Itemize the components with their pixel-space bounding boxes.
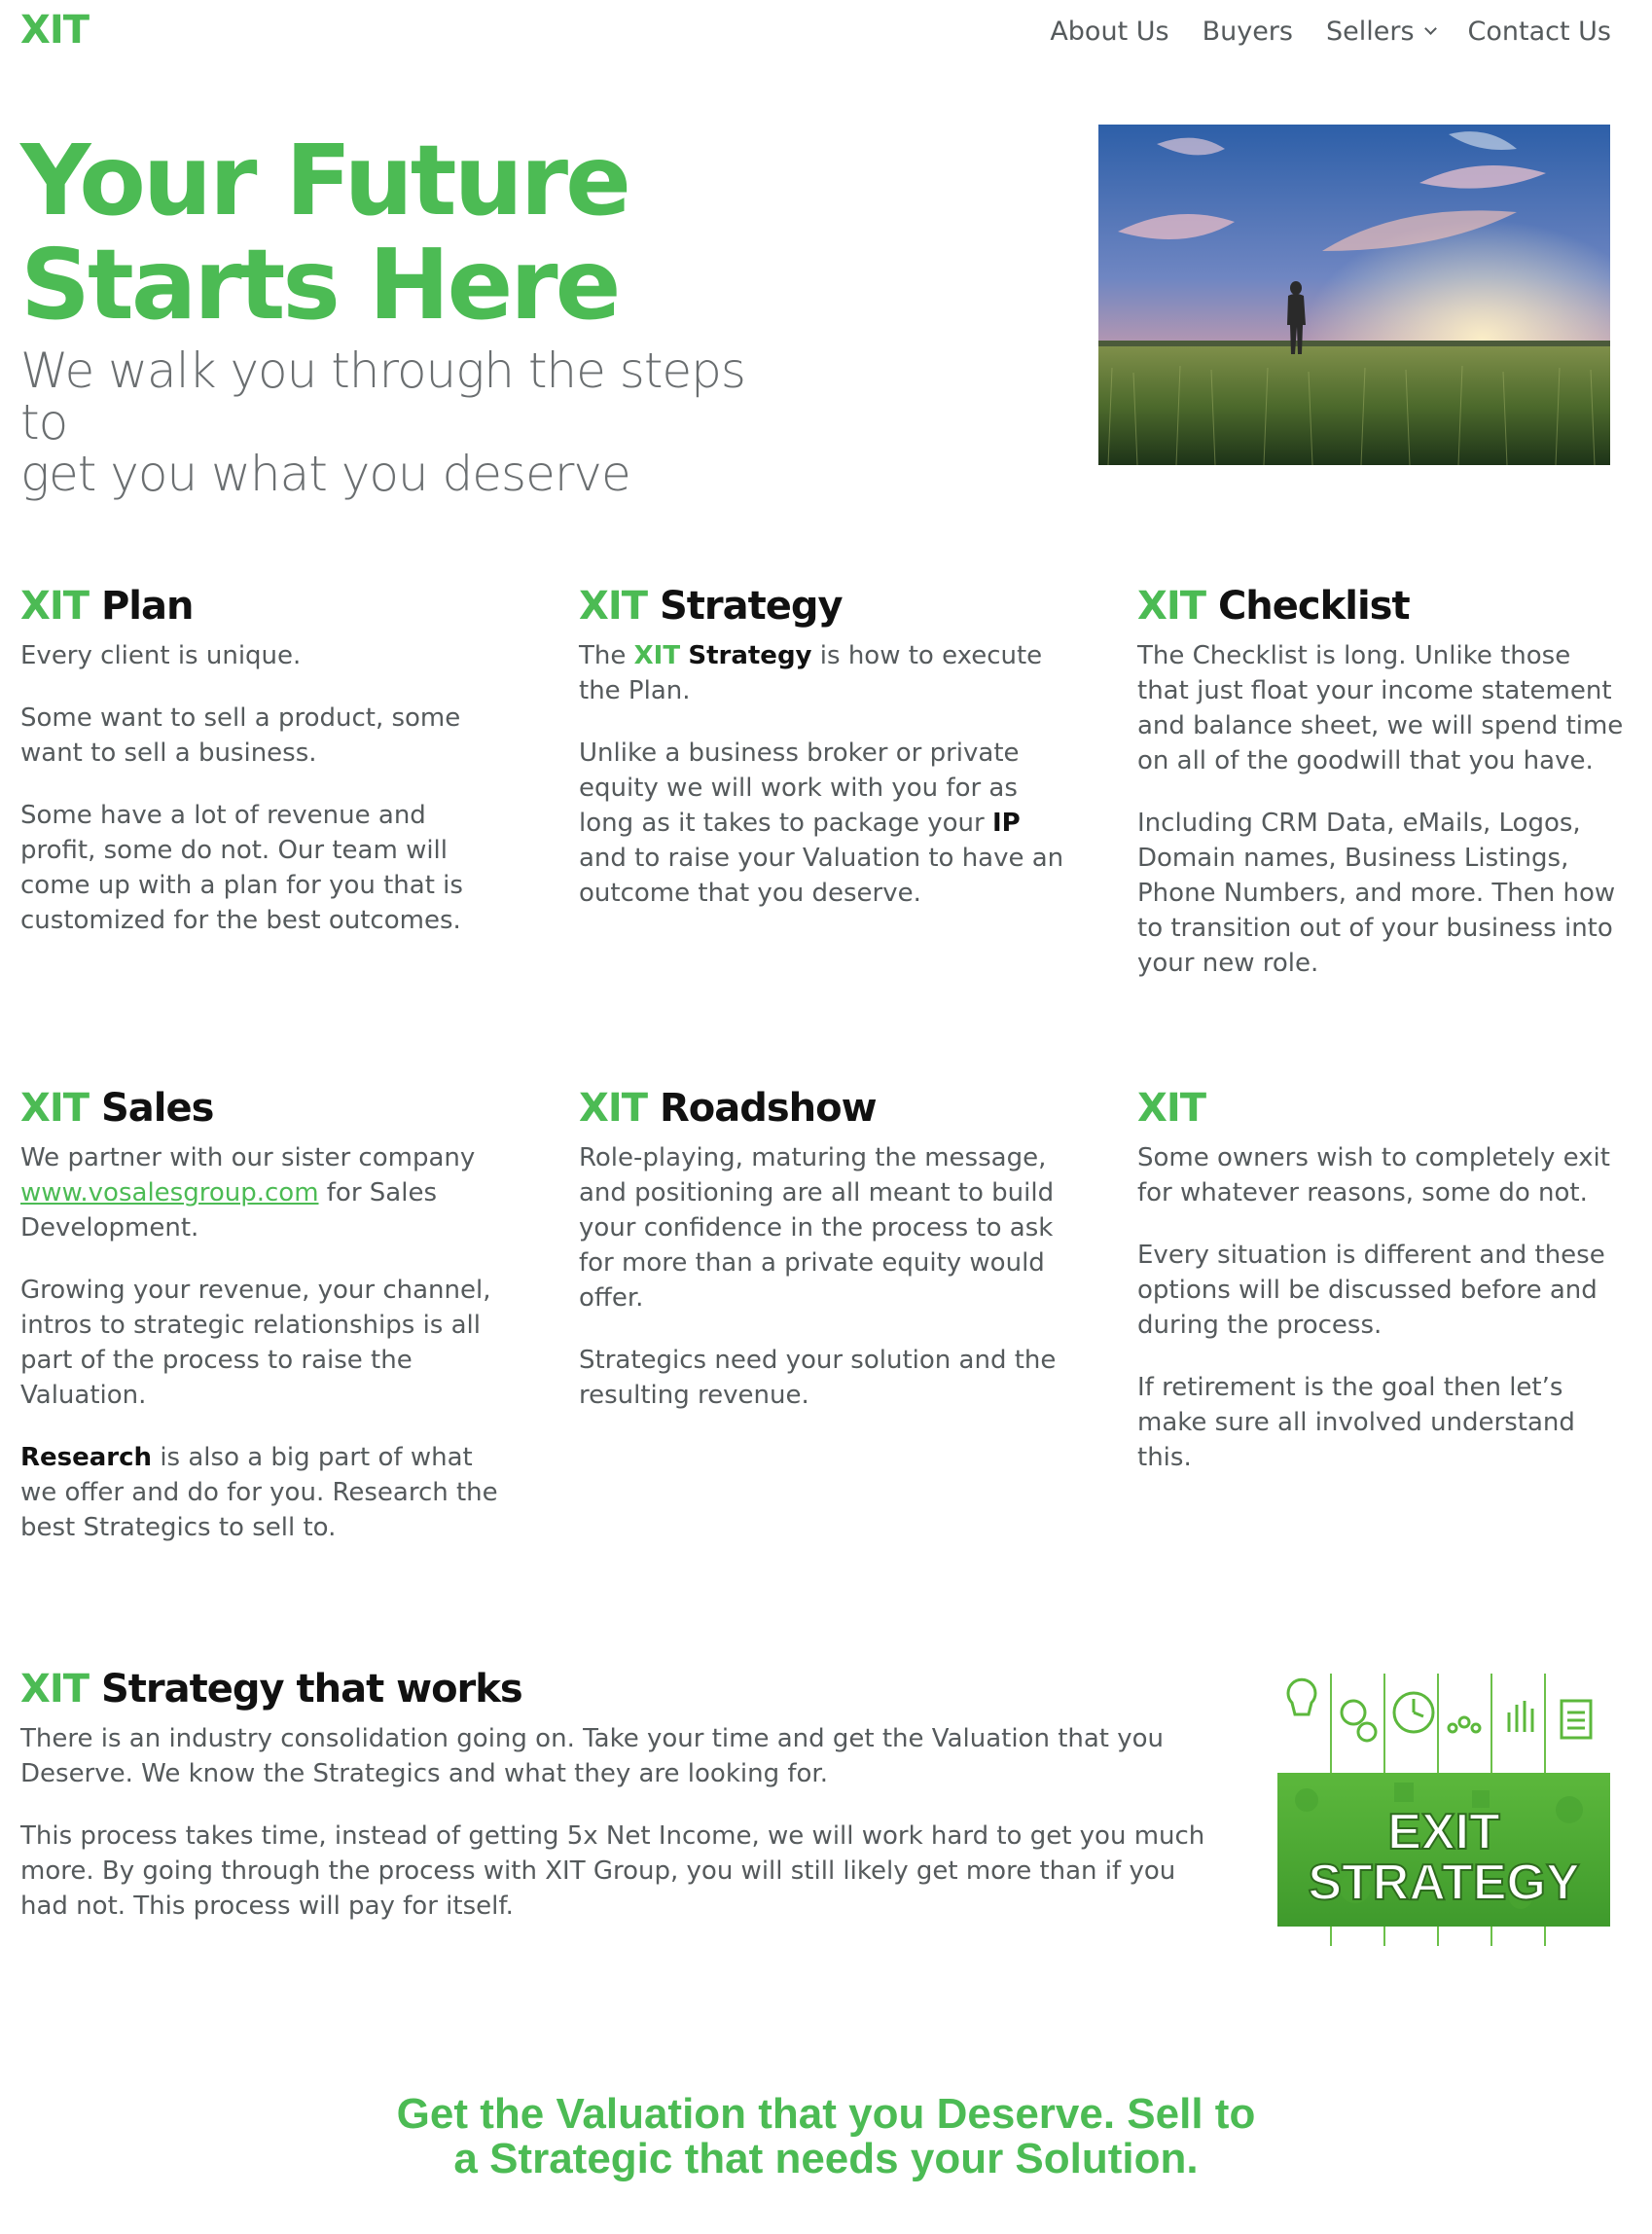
cta-banner xyxy=(0,2092,1652,2181)
cta-line1: Get the Valuation that you Deserve. Sell to xyxy=(396,2090,1256,2138)
brand-xit-inline: XIT xyxy=(633,641,681,670)
card-strategy-heading xyxy=(579,584,1065,629)
hero-title-line1: Your Future xyxy=(20,124,628,237)
brand-xit: XIT xyxy=(20,1086,90,1131)
works-p2: This process takes time, instead of getting 5x Net Income, we will work hard to get you much more. By going through the process with XIT Group, you will still likely get more than if you had not. This process will pay for itself. xyxy=(20,1821,1205,1921)
card-xit-p1: Some owners wish to completely exit for whatever reasons, some do not. xyxy=(1137,1143,1610,1207)
card-plan xyxy=(20,584,507,965)
text-fragment: Unlike a business broker or private equity we will work with you for as long as it takes to package your xyxy=(579,739,1020,838)
text-fragment: is also a big part of what we offer and do for you. Research the best Strategics to sell to. xyxy=(20,1443,498,1542)
nav-contact-us[interactable] xyxy=(1468,17,1611,47)
card-xit xyxy=(1137,1086,1624,1502)
card-roadshow-p2: Strategics need your solution and the resulting revenue. xyxy=(579,1346,1057,1410)
text-fragment: The xyxy=(579,641,634,670)
field-sunset-illustration xyxy=(1098,125,1610,465)
works-p1: There is an industry consolidation going on. Take your time and get the Valuation that you Deserve. We know the Strategics and what they are looking for. xyxy=(20,1724,1165,1788)
nav-sellers[interactable] xyxy=(1326,17,1435,47)
hero-title xyxy=(20,124,701,342)
works-heading xyxy=(20,1667,1217,1712)
main-nav xyxy=(1050,17,1611,47)
card-checklist-p2: Including CRM Data, eMails, Logos, Domain names, Business Listings, Phone Numbers, and more. Then how to transition out of your business into your new role. xyxy=(1137,809,1616,978)
card-sales-p2: Growing your revenue, your channel, intros to strategic relationships is all part of the process to raise the Valuation. xyxy=(20,1276,491,1410)
strategy-that-works-section xyxy=(20,1667,1217,1951)
card-sales-title: Sales xyxy=(100,1086,214,1131)
card-checklist-title: Checklist xyxy=(1217,584,1410,629)
card-roadshow-heading xyxy=(579,1086,1065,1131)
brand-xit: XIT xyxy=(20,584,90,629)
nav-buyers[interactable] xyxy=(1203,17,1293,47)
site-header xyxy=(0,0,1652,72)
card-strategy-p2 xyxy=(579,736,1065,911)
card-checklist-heading xyxy=(1137,584,1624,629)
card-checklist xyxy=(1137,584,1624,1008)
exit-image-line2: STRATEGY xyxy=(1308,1855,1580,1911)
card-plan-title: Plan xyxy=(100,584,194,629)
hero-subtitle xyxy=(20,342,779,502)
nav-about-us[interactable] xyxy=(1050,17,1168,47)
exit-image-line1: EXIT xyxy=(1387,1804,1500,1860)
card-strategy-p1 xyxy=(579,638,1065,708)
brand-xit: XIT xyxy=(579,1086,648,1131)
text-fragment: and to raise your Valuation to have an outcome that you deserve. xyxy=(579,844,1064,908)
hero-subtitle-line1: We walk you through the steps to xyxy=(20,342,745,450)
brand-xit: XIT xyxy=(579,584,648,629)
card-xit-p3: If retirement is the goal then let’s make sure all involved understand this. xyxy=(1137,1373,1575,1472)
nav-about-us-label: About Us xyxy=(1050,17,1169,47)
card-plan-p2: Some want to sell a product, some want to sell a business. xyxy=(20,703,461,768)
cta-line2: a Strategic that needs your Solution. xyxy=(453,2135,1199,2182)
nav-buyers-label: Buyers xyxy=(1202,17,1293,47)
bold-research: Research xyxy=(20,1443,153,1472)
card-checklist-p1: The Checklist is long. Unlike those that just float your income statement and balance sheet, we will spend time on all of the goodwill that you have. xyxy=(1137,641,1624,775)
bold-strategy: Strategy xyxy=(688,641,812,670)
hero-title-line2: Starts Here xyxy=(20,228,619,342)
card-xit-p2: Every situation is different and these options will be discussed before and during the process. xyxy=(1137,1241,1605,1340)
card-sales-heading xyxy=(20,1086,507,1131)
nav-sellers-label: Sellers xyxy=(1325,17,1415,47)
card-xit-heading xyxy=(1137,1086,1624,1131)
works-title: Strategy that works xyxy=(100,1667,522,1712)
hero-image-field-sunset xyxy=(1098,125,1610,465)
nav-contact-us-label: Contact Us xyxy=(1467,17,1611,47)
card-sales-p3 xyxy=(20,1440,507,1545)
brand-xit: XIT xyxy=(1137,1086,1206,1131)
text-fragment: for Sales Development. xyxy=(20,1178,437,1243)
chevron-down-icon xyxy=(1424,22,1437,35)
card-roadshow-title: Roadshow xyxy=(659,1086,877,1131)
card-plan-p3: Some have a lot of revenue and profit, some do not. Our team will come up with a plan for you that is customized for the best outcomes. xyxy=(20,801,463,935)
hero-subtitle-line2: get you what you deserve xyxy=(20,446,630,502)
card-roadshow xyxy=(579,1086,1065,1440)
site-logo[interactable]: XIT xyxy=(20,8,90,53)
text-fragment: We partner with our sister company xyxy=(20,1143,476,1172)
card-sales xyxy=(20,1086,507,1572)
card-strategy xyxy=(579,584,1065,938)
brand-xit: XIT xyxy=(20,1667,90,1712)
card-plan-p1: Every client is unique. xyxy=(20,641,302,670)
vosalesgroup-link[interactable]: www.vosalesgroup.com xyxy=(20,1178,319,1207)
brand-xit: XIT xyxy=(1137,584,1206,629)
exit-strategy-illustration xyxy=(1277,1674,1610,1946)
card-sales-p1 xyxy=(20,1140,507,1245)
card-roadshow-p1: Role-playing, maturing the message, and positioning are all meant to build your confidence in the process to ask for more than a private equity would offer. xyxy=(579,1143,1055,1313)
card-strategy-title: Strategy xyxy=(659,584,843,629)
bold-ip: IP xyxy=(992,809,1021,838)
text-fragment: is how to execute the Plan. xyxy=(579,641,1043,705)
exit-strategy-image xyxy=(1277,1674,1610,1946)
card-plan-heading xyxy=(20,584,507,629)
